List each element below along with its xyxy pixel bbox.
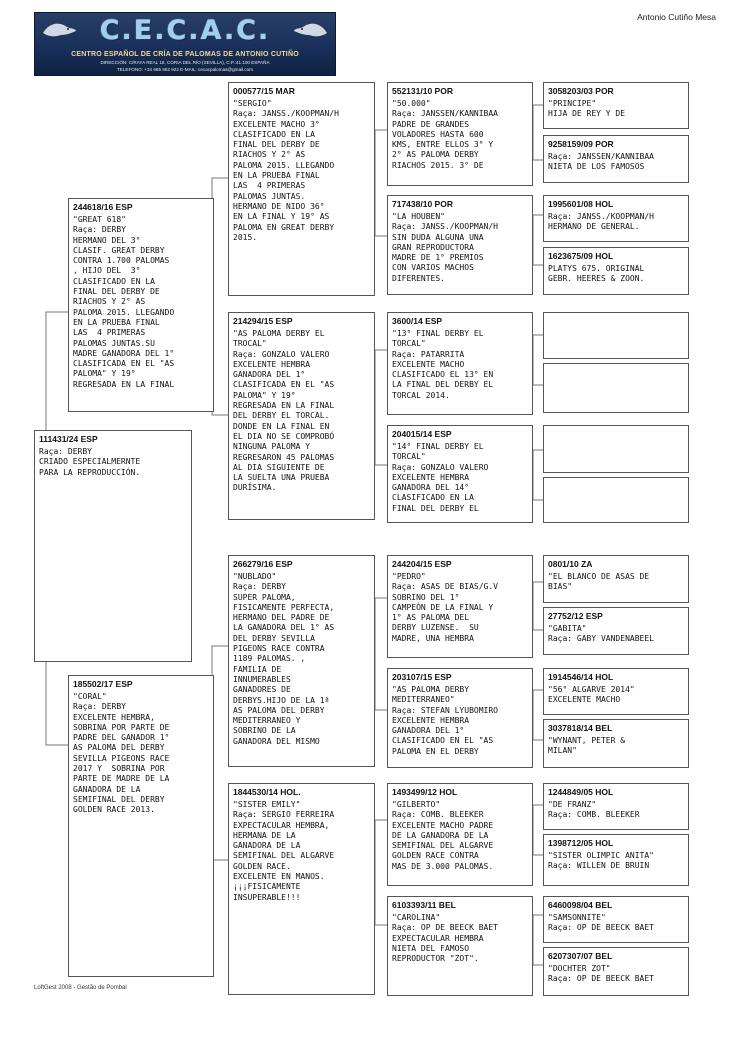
ring-number: 204015/14 ESP	[392, 429, 452, 439]
pedigree-gen4-box-empty	[543, 363, 689, 413]
ring-number: 000577/15 MAR	[233, 86, 295, 96]
pedigree-gen3-box	[387, 82, 533, 186]
ring-number: 6207307/07 BEL	[548, 951, 613, 961]
ring-number: 266279/16 ESP	[233, 559, 293, 569]
bird-description: "56° ALGARVE 2014" EXCELENTE MACHO	[548, 685, 635, 705]
bird-description: "LA HOUBEN" Raça: JANSS./KOOPMAN/H SIN DUDA ALGUNA UNA GRAN REPRODUCTORA MADRE DE 1° PREMIOS CON VARIOS MACHOS DIFERENTES.	[392, 212, 498, 283]
pedigree-gen4-box	[543, 247, 689, 295]
pedigree-gen4-box	[543, 783, 689, 830]
bird-description: "SISTER OLIMPIC ANITA" Raça: WILLEN DE BRUIN	[548, 851, 654, 871]
pedigree-gen4-box-empty	[543, 477, 689, 523]
pedigree-granddam-maternal	[228, 783, 375, 995]
bird-description: Raça: JANSSEN/KANNIBAA NIETA DE LOS FAMOSOS	[548, 152, 654, 172]
pedigree-granddam-paternal	[228, 312, 375, 520]
pedigree-gen3-box	[387, 312, 533, 415]
pedigree-gen3-box	[387, 668, 533, 768]
pedigree-gen4-box	[543, 555, 689, 603]
logo-contact: TELEFONO: +34 685 952 922 E-MAIL: cecacpalomas@gmail.com	[116, 67, 254, 72]
pedigree-gen4-box	[543, 719, 689, 768]
bird-description: "AS PALOMA DERBY MEDITERRANEO" Raça: STEFAN LYUBOMIRO EXCELENTE HEMBRA GANADORA DEL 1° CLASIFICADO EN EL "AS PALOMA EN EL DERBY	[392, 685, 498, 756]
bird-description: "CORAL" Raça: DERBY EXCELENTE HEMBRA, SOBRINA POR PARTE DE PADRE DEL GANADOR 1° AS PALOMA DEL DERBY SEVILLA PIGEONS RACE 2017 Y SOBRINA POR PARTE DE MADRE DE LA GANADORA DE LA SEMIFINAL DEL DERBY GOLDEN RACE 2013.	[73, 692, 170, 815]
ring-number: 1914546/14 HOL	[548, 672, 614, 682]
pedigree-gen4-box	[543, 135, 689, 183]
pedigree-gen3-box	[387, 425, 533, 523]
bird-description: "NUBLADO" Raça: DERBY SUPER PALOMA, FISICAMENTE PERFECTA, HERMANO DEL PADRE DE LA GANADORA DEL 1° AS DEL DERBY SEVILLA PIGEONS RACE CONTRA 1189 PALOMAS. , FAMILIA DE INNUMERABLES GANADORES DE DERBYS.HIJO DE LA 1ª AS PALOMA DEL DERBY MEDITERRANEO Y SOBRINO DE LA GANADORA DEL MISMO	[233, 572, 335, 746]
pedigree-gen4-box	[543, 195, 689, 242]
bird-description: "AS PALOMA DERBY EL TROCAL" Raça: GONZALO VALERO EXCELENTE HEMBRA GANADORA DEL 1° CLASIFICADA EN EL "AS PALOMA" Y 19° REGRESADA EN LA FINAL DEL DERBY EL TORCAL. DONDE EN LA FINAL EN EL DIA NO SE COMPROBÓ NINGUNA PALOMA Y REGRESARON 45 PALOMAS AL DIA SIGUIENTE DE LA SUELTA UNA PRUEBA DURÍSIMA.	[233, 329, 335, 493]
ring-number: 1623675/09 HOL	[548, 251, 614, 261]
ring-number: 1398712/05 HOL	[548, 838, 614, 848]
ring-number: 203107/15 ESP	[392, 672, 452, 682]
bird-description: "GREAT 618" Raça: DERBY HERMANO DEL 3° CLASIF. GREAT DERBY CONTRA 1.700 PALOMAS , HIJO DEL 3° CLASIFICADO EN LA FINAL DEL DERBY DE RIACHOS Y 2° AS PALOMA 2015. LLEGANDO EN LA PRUEBA FINAL LAS 4 PRIMERAS PALOMAS JUNTAS.SU MADRE GANADORA DEL 1° CLASIFICADA EN EL "AS PALOMA" Y 19° REGRESADA EN LA FINAL	[73, 215, 175, 389]
ring-number: 6460098/04 BEL	[548, 900, 613, 910]
bird-description: "13° FINAL DERBY EL TORCAL" Raça: PATARRITA EXCELENTE MACHO CLASIFICADO EL 13° EN LA FINAL DEL DERBY EL TORCAL 2014.	[392, 329, 494, 400]
pedigree-gen4-box	[543, 82, 689, 129]
bird-description: "SISTER EMILY" Raça: SERGIO FERREIRA EXPECTACULAR HEMBRA, HERMANA DE LA GANADORA DE LA SEMIFINAL DEL ALGARVE GOLDEN RACE. EXCELENTE EN MANOS. ¡¡¡FISICAMENTE INSUPERABLE!!!	[233, 800, 335, 902]
footer-credit: LoftGest 2008 - Gestão de Pombal	[34, 985, 127, 991]
pedigree-gen3-box	[387, 896, 533, 996]
ring-number: 717438/10 POR	[392, 199, 453, 209]
ring-number: 0801/10 ZA	[548, 559, 593, 569]
ring-number: 9258159/09 POR	[548, 139, 614, 149]
pedigree-subject	[34, 430, 192, 662]
bird-description: "GILBERTO" Raça: COMB. BLEEKER EXCELENTE MACHO PADRE DE LA GANADORA DE LA SEMIFINAL DEL ALGARVE GOLDEN RACE CONTRA MAS DE 3.000 PALOMAS.	[392, 800, 494, 871]
bird-description: Raça: DERBY CRIADO ESPECIALMERNTE PARA LA REPRODUCCIÓN.	[39, 447, 141, 477]
bird-description: Raça: JANSS./KOOPMAN/H HERMANO DE GENERAL.	[548, 212, 654, 232]
bird-description: "SERGIO" Raça: JANSS./KOOPMAN/H EXCELENTE MACHO 3° CLASIFICADO EN LA FINAL DEL DERBY DE RIACHOS Y 2° AS PALOMA 2015. LLEGANDO EN LA PRUEBA FINAL LAS 4 PRIMERAS PALOMAS JUNTAS. HERMANO DE NIDO 36° EN LA FINAL Y 19° AS PALOMA EN GREAT DERBY 2015.	[233, 99, 339, 242]
ring-number: 185502/17 ESP	[73, 679, 133, 689]
pedigree-gen4-box-empty	[543, 425, 689, 473]
pedigree-gen4-box	[543, 607, 689, 655]
ring-number: 3058203/03 POR	[548, 86, 614, 96]
ring-number: 27752/12 ESP	[548, 611, 603, 621]
ring-number: 3037818/14 BEL	[548, 723, 613, 733]
bird-description: "PEDRO" Raça: ASAS DE BIAS/G.V SOBRINO DEL 1° CAMPEÓN DE LA FINAL Y 1° AS PALOMA DEL DERBY LUZENSE. SU MADRE, UNA HEMBRA	[392, 572, 498, 643]
pedigree-gen3-box	[387, 783, 533, 886]
ring-number: 1493499/12 HOL	[392, 787, 458, 797]
logo-address: DIRECCIÓN: C/RAYA REAL 16, CORIA DEL RÍO (SEVILLA), C.P.:41.100 ESPAÑA	[100, 60, 270, 65]
owner-name: Antonio Cutiño Mesa	[637, 12, 716, 22]
bird-description: PLATYS 675. ORIGINAL GEBR. HEERES & ZOON.	[548, 264, 645, 284]
ring-number: 552131/10 POR	[392, 86, 453, 96]
pedigree-gen4-box	[543, 834, 689, 886]
bird-description: "PRINCIPE" HIJA DE REY Y DE	[548, 99, 626, 119]
ring-number: 244618/16 ESP	[73, 202, 133, 212]
ring-number: 1995601/08 HOL	[548, 199, 614, 209]
pedigree-grandsire-maternal	[228, 555, 375, 767]
pedigree-gen3-box	[387, 555, 533, 658]
bird-description: "SAMSONNITE" Raça: OP DE BEECK BAET	[548, 913, 654, 933]
pedigree-gen4-box	[543, 896, 689, 943]
bird-description: "CAROLINA" Raça: OP DE BEECK BAET EXPECTACULAR HEMBRA NIETA DEL FAMOSO REPRODUCTOR "ZOT".	[392, 913, 498, 964]
logo-title: C.E.C.A.C.	[99, 15, 271, 46]
bird-description: "DE FRANZ" Raça: COMB. BLEEKER	[548, 800, 640, 820]
bird-description: "EL BLANCO DE ASAS DE BIAS"	[548, 572, 650, 592]
pedigree-gen4-box	[543, 947, 689, 996]
ring-number: 1244849/05 HOL	[548, 787, 614, 797]
pedigree-dam	[68, 675, 214, 977]
pedigree-gen4-box	[543, 668, 689, 715]
ring-number: 111431/24 ESP	[39, 434, 98, 444]
logo-subtitle: CENTRO ESPAÑOL DE CRÍA DE PALOMAS DE ANTONIO CUTIÑO	[71, 51, 299, 58]
bird-description: "14° FINAL DERBY EL TORCAL" Raça: GONZALO VALERO EXCELENTE HEMBRA GANADORA DEL 14° CLASIFICADO EN LA FINAL DEL DERBY EL	[392, 442, 489, 513]
pedigree-grandsire-paternal	[228, 82, 375, 296]
pedigree-gen3-box	[387, 195, 533, 295]
ring-number: 1844530/14 HOL.	[233, 787, 301, 797]
bird-description: "GABITA" Raça: GABY VANDENABEEL	[548, 624, 654, 644]
bird-description: "WYNANT, PETER & MILAN"	[548, 736, 626, 756]
ring-number: 3600/14 ESP	[392, 316, 443, 326]
bird-description: "DOCHTER ZOT" Raça: OP DE BEECK BAET	[548, 964, 654, 984]
pedigree-sire	[68, 198, 214, 412]
bird-description: "50.000" Raça: JANSSEN/KANNIBAA PADRE DE GRANDES VOLADORES HASTA 600 KMS, ENTRE ELLOS 3° Y 2° AS PALOMA DERBY RIACHOS 2015. 3° DE	[392, 99, 498, 170]
pedigree-gen4-box-empty	[543, 312, 689, 359]
ring-number: 214294/15 ESP	[233, 316, 293, 326]
ring-number: 6103393/11 BEL	[392, 900, 456, 910]
ring-number: 244204/15 ESP	[392, 559, 452, 569]
